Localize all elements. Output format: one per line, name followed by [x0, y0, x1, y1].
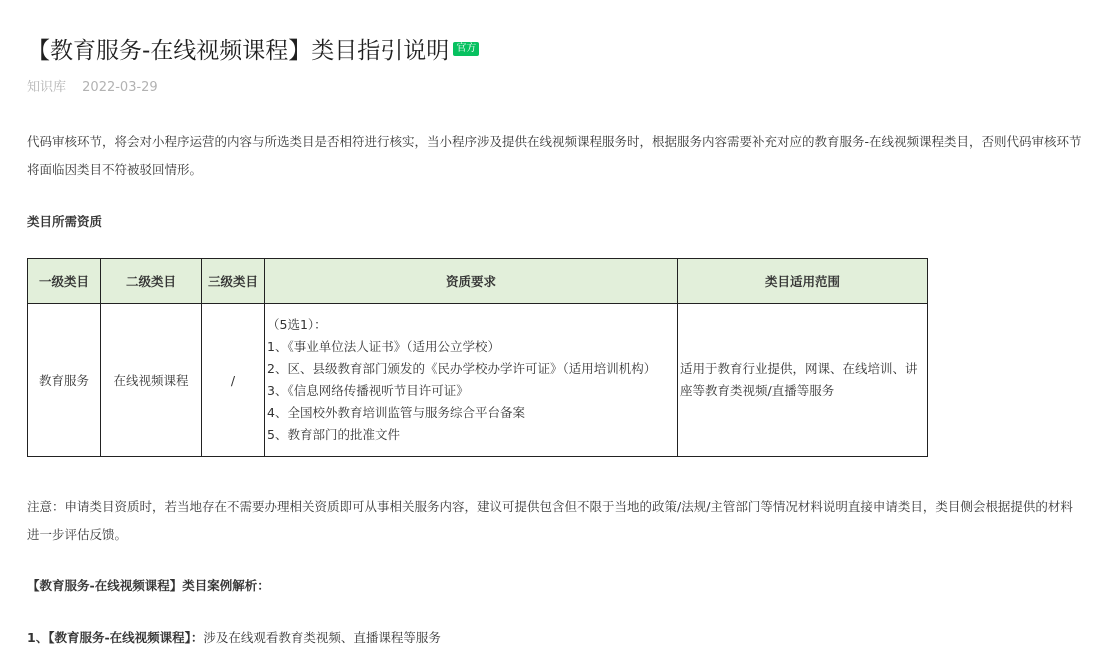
source-label[interactable]: 知识库: [27, 80, 67, 95]
table-header: 资质要求: [265, 259, 678, 304]
case-item-name: 【教育服务-在线视频课程】：: [48, 630, 204, 645]
article-title: 【教育服务-在线视频课程】类目指引说明: [27, 38, 450, 64]
case-item-desc: 涉及在线观看教育类视频、直播课程等服务: [203, 630, 441, 645]
table-header: 一级类目: [28, 259, 101, 304]
table-header: 二级类目: [101, 259, 202, 304]
official-badge: 官方: [453, 42, 479, 56]
case-item-prefix: 1、: [27, 630, 49, 645]
requirement-line: 1、《事业单位法人证书》（适用公立学校）: [267, 339, 500, 354]
intro-paragraph: 代码审核环节，将会对小程序运营的内容与所选类目是否相符进行核实，当小程序涉及提供在线视频课程服务时，根据服务内容需要补充对应的教育服务-在线视频课程类目，否则代码审核环节将面临因类目不符被驳回情形。: [27, 134, 1082, 177]
requirement-line: 5、教育部门的批准文件: [267, 427, 400, 442]
requirements-cell: [265, 304, 678, 457]
requirement-line: （5选1）：: [267, 317, 327, 332]
level1-cell: 教育服务: [28, 304, 101, 457]
table-header: 三级类目: [202, 259, 265, 304]
level2-cell: 在线视频课程: [101, 304, 202, 457]
requirement-line: 3、《信息网络传播视听节目许可证》: [267, 383, 469, 398]
notice-paragraph: 注意：申请类目资质时，若当地存在不需要办理相关资质即可从事相关服务内容，建议可提供包含但不限于当地的政策/法规/主管部门等情况材料说明直接申请类目，类目侧会根据提供的材料进一步评估反馈。: [27, 499, 1073, 542]
requirement-line: 2、区、县级教育部门颁发的《民办学校办学许可证》（适用培训机构）: [267, 361, 657, 376]
qualification-table: [27, 258, 928, 457]
level3-cell: /: [202, 304, 265, 457]
publish-date: 2022-03-29: [82, 80, 158, 95]
qualification-heading: 类目所需资质: [27, 214, 103, 229]
article-title-row: [27, 32, 479, 65]
table-row: [28, 304, 928, 457]
table-header: 类目适用范围: [678, 259, 928, 304]
case-item: [27, 628, 441, 646]
scope-cell: 适用于教育行业提供，网课、在线培训、讲座等教育类视频/直播等服务: [678, 304, 928, 457]
case-heading: 【教育服务-在线视频课程】类目案例解析：: [27, 578, 270, 593]
table-header-row: [28, 259, 928, 304]
requirement-line: 4、全国校外教育培训监管与服务综合平台备案: [267, 405, 525, 420]
article-meta: [27, 76, 158, 95]
